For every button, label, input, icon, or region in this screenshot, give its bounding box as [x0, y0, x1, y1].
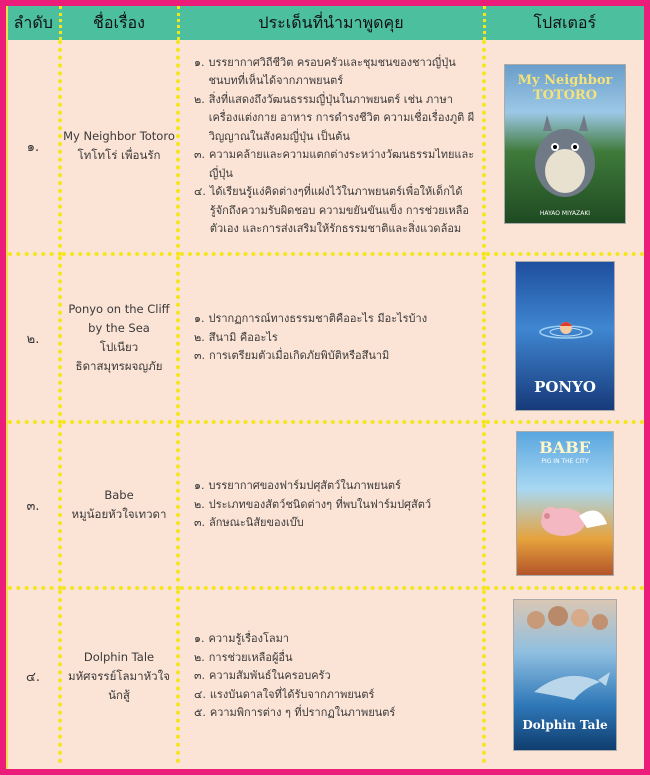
discussion-points [178, 422, 484, 588]
point-text: บรรยากาศวิถีชีวิต ครอบครัวและชุมชนของชาวญี่ปุ่นชนบทที่เห็นได้จากภาพยนตร์ [208, 55, 456, 87]
table-row [8, 40, 644, 254]
point-text: ความคล้ายและความแตกต่างระหว่างวัฒนธรรมไทยและญี่ปุ่น [209, 148, 475, 180]
list-item [194, 183, 478, 239]
poster-subtitle: HAYAO MIYAZAKI [539, 210, 591, 217]
babe-poster-icon [516, 431, 614, 576]
point-text: ประเภทของสัตว์ชนิดต่างๆ ที่พบในฟาร์มปศุสัตว์ [208, 497, 432, 511]
header-poster: โปสเตอร์ [484, 6, 644, 40]
point-number: ๒. [194, 92, 205, 106]
point-number: ๒. [194, 330, 205, 344]
poster-title: BABE [539, 437, 591, 457]
movie-table [8, 6, 644, 763]
point-text: ความพิการต่าง ๆ ที่ปรากฏในภาพยนตร์ [209, 706, 396, 720]
point-number: ๒. [194, 650, 205, 664]
point-number: ๔. [194, 185, 206, 198]
list-item [194, 686, 478, 705]
poster-subtitle: PIG IN THE CITY [541, 457, 589, 465]
point-number: ๑. [194, 479, 205, 493]
movie-title [60, 254, 178, 422]
row-number: ๒. [8, 254, 60, 422]
point-number: ๓. [194, 516, 206, 530]
header-no: ลำดับ [8, 6, 60, 40]
discussion-points [178, 588, 484, 763]
row-number: ๓. [8, 422, 60, 588]
movie-title [60, 422, 178, 588]
title-line: My Neighbor Totoro [63, 129, 175, 143]
row-number: ๔. [8, 588, 60, 763]
point-number: ๓. [194, 148, 206, 161]
list-item [194, 496, 478, 515]
movie-title [60, 588, 178, 763]
title-line: ธิดาสมุทรผจญภัย [75, 359, 163, 373]
point-text: การเตรียมตัวเมื่อเกิดภัยพิบัติหรือสึนามิ [209, 349, 390, 363]
list-item [194, 514, 478, 533]
list-item [194, 347, 478, 366]
list-item [194, 630, 478, 649]
list-item [194, 146, 478, 183]
point-text: ได้เรียนรู้แง่คิดต่างๆที่แฝงไว้ในภาพยนตร์เพื่อให้เด็กได้รู้จักถึงความรับผิดชอบ ความขยันขันแข็ง การช่วยเหลือตัวเอง และการส่งเสริมให้รักธรรมชาติและสิ่งแวดล้อม [209, 185, 470, 235]
poster-cell [484, 422, 644, 588]
poster-cell [484, 254, 644, 422]
point-text: บรรยากาศของฟาร์มปศุสัตว์ในภาพยนตร์ [208, 479, 401, 493]
title-line: Babe [104, 488, 134, 502]
list-item [194, 310, 478, 329]
list-item [194, 704, 478, 723]
title-line: มหัศจรรย์โลมาหัวใจนักสู้ [68, 669, 170, 702]
point-number: ๔. [194, 687, 206, 701]
row-number: ๑. [8, 40, 60, 254]
poster-title: My Neighbor TOTORO [517, 73, 613, 103]
poster-title: Dolphin Tale [522, 717, 608, 732]
point-text: ความสัมพันธ์ในครอบครัว [209, 669, 331, 683]
table-frame [6, 6, 644, 769]
point-number: ๒. [194, 497, 205, 511]
title-line: Dolphin Tale [83, 650, 155, 664]
point-text: ลักษณะนิสัยของเบ๊บ [209, 516, 304, 530]
point-text: ความรู้เรื่องโลมา [208, 632, 290, 646]
point-number: ๓. [194, 349, 206, 363]
title-line: หมูน้อยหัวใจเทวดา [71, 507, 167, 521]
header-title: ชื่อเรื่อง [60, 6, 178, 40]
point-text: สึนามิ คืออะไร [208, 330, 278, 344]
title-line: Ponyo on the Cliff [68, 302, 170, 316]
title-line: โทโทโร่ เพื่อนรัก [77, 148, 161, 162]
point-number: ๑. [194, 312, 205, 326]
discussion-points [178, 254, 484, 422]
table-header-row [8, 6, 644, 40]
title-line: โปเนียว [99, 340, 139, 354]
header-points: ประเด็นที่นำมาพูดคุย [178, 6, 484, 40]
point-text: ปรากฏการณ์ทางธรรมชาติคืออะไร มีอะไรบ้าง [208, 312, 428, 326]
poster-title: PONYO [534, 378, 596, 396]
dolphin-tale-poster-icon [513, 599, 617, 751]
list-item [194, 667, 478, 686]
poster-cell [484, 588, 644, 763]
point-number: ๑. [194, 632, 205, 646]
point-text: การช่วยเหลือผู้อื่น [208, 650, 293, 664]
totoro-figure-icon [505, 65, 626, 224]
point-number: ๑. [194, 55, 205, 69]
list-item [194, 91, 478, 147]
table-row [8, 422, 644, 588]
table-row [8, 588, 644, 763]
point-text: สิ่งที่แสดงถึงวัฒนธรรมญี่ปุ่นในภาพยนตร์ เช่น ภาษา เครื่องแต่งกาย อาหาร การดำรงชีวิต ความเชื่อเรื่องภูติ ผี วิญญาณในสังคมญี่ปุ่น เป็นต้น [208, 92, 475, 143]
poster-cell [484, 40, 644, 254]
point-text: แรงบันดาลใจที่ได้รับจากภาพยนตร์ [209, 687, 375, 701]
totoro-poster-icon [504, 64, 626, 224]
point-number: ๓. [194, 669, 206, 683]
list-item [194, 477, 478, 496]
table-row [8, 254, 644, 422]
pig-figure-icon [517, 432, 614, 576]
list-item [194, 329, 478, 348]
movie-title [60, 40, 178, 254]
list-item [194, 54, 478, 91]
ponyo-poster-icon [515, 261, 615, 411]
title-line: by the Sea [88, 321, 150, 335]
list-item [194, 649, 478, 668]
point-number: ๕. [194, 706, 206, 720]
discussion-points [178, 40, 484, 254]
